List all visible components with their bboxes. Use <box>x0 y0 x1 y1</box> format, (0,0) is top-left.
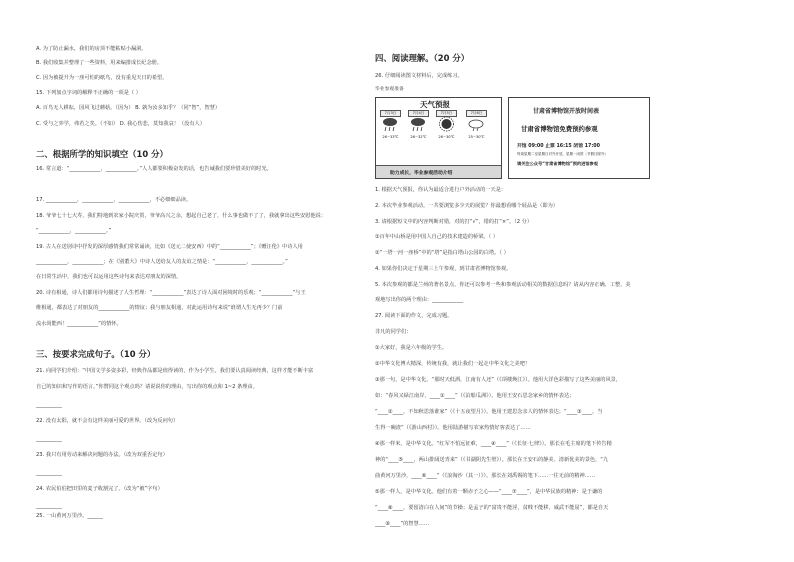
weather-day <box>466 110 487 141</box>
weather-poster <box>375 97 502 179</box>
question-line: 25. 一山黄河万里沙。______ <box>36 513 103 519</box>
sun-icon <box>436 116 457 132</box>
option-line: A. 为了防止漏水，我们的房顶不能粘贴小漏洞。 <box>36 46 147 52</box>
question-line: “____________，____________。” <box>36 228 112 234</box>
weather-footer: 助力成长，毕业参观活动介绍 <box>390 171 453 176</box>
question-line: 3. 请根据短文中的内容判断对错，对的打“√”，错的打“×”。（2 分） <box>375 219 533 225</box>
passage-line: 生得一碗渣”（《游山西村》）。他用陆游描写农家热情好客表达了…… <box>375 425 531 431</box>
passage-line: 神的“____⑤____，两山排闼送青来”（《书湖阴先生壁》）。那长在王安石的静美、清新优美的景色，“九 <box>375 457 609 463</box>
question-line: 1. 根据天气预报，你认为最适合进行户外活动的一天是： <box>375 187 507 193</box>
weather-title: 天气预报 <box>420 100 450 109</box>
weather-date: 7月3日 <box>380 110 401 117</box>
question-line: 15. 下列加点字词的解释不正确的一项是（ ） <box>36 90 141 96</box>
option-line: C. 因为被提升为一座可怕的纸鸟，没有重见天日的希望。 <box>36 75 168 81</box>
passage-line: ⑤那一样人，是中华文化。他们有着一颗赤子之心——“____⑦____”，是中华民族的精神：是于谦的 <box>375 489 603 495</box>
question-line: 自己的知识和写作的语言。”你赞同这个观点吗？请说说你的理由，写出你的观点和 1~2 条理由。 <box>36 384 258 390</box>
passage-line: ____⑨____”的智慧…… <box>375 521 430 527</box>
weather-day <box>380 110 401 141</box>
question-line: 流水尚能西！____________”的情怀。 <box>36 321 122 327</box>
weather-date: 7月5日 <box>436 110 457 117</box>
answer-line: __________ <box>36 436 62 442</box>
museum-hours: 开馆 09:00 止票 16:15 闭馆 17:00 <box>517 144 600 149</box>
section-4-title: 四、阅读理解。（20 分） <box>375 53 470 63</box>
question-line: ①百年中山桥是用中国人自己的技术建造的桥梁。（ ） <box>375 234 499 240</box>
section-3-title: 三、按要求完成句子。（10 分） <box>36 349 156 359</box>
question-line: 5. 本次参观的都是兰州的著名景点，你还可以参考一些和参观活动相关的数据信息吗？请从内容正确、工整、美 <box>375 282 631 288</box>
option-line: A. 百鸟无人耕耘，园风飞过蘑菇。（因为） B. 孰为汝多知乎？（同“智”，智慧） <box>36 105 221 111</box>
cloudy-icon <box>466 116 487 132</box>
question-line: 24. 农民伯伯把田里的麦子收割完了。（改为“被”字句） <box>36 486 163 492</box>
passage-line: ③那一句，是中华文化。“那时天低酒，江南有人还”（《项楼焕江》）。他用大洋色彩描写了这些美丽的风景， <box>375 377 622 383</box>
question-line: 22. 没有太阳，就不会有这样美丽可爱的世界。（改为反问句） <box>36 418 179 424</box>
passage-line: “____②____，不知秋思落谁家”（《十五夜望月》）。他用王建思念亲人的情怀表达；“____③____，当 <box>375 409 603 415</box>
option-line: C. 受与之弈学，弗若之矣。（不如） D. 我心伤悲，莫知我哀！（没有人） <box>36 121 205 127</box>
museum-subtitle: 甘肃省博物馆免费预约参观 <box>521 125 598 133</box>
museum-title: 甘肃省博物馆开放时间表 <box>533 108 600 115</box>
question-line: ②“一塔一河一座桥”中的“塔”是指白塔山公园的白塔。（ ） <box>375 250 509 256</box>
question-line: 在日常生活中，我们也可以运用这些诗句来表达对朋友的深情。 <box>36 274 182 280</box>
question-line: 维相通，都表达了对朋友的____________的情谊；我与朋友相通，对此运用诗句来说“谁谓人生无再少？门前 <box>36 305 283 311</box>
weather-footer-bar <box>376 165 501 178</box>
rain-cloud-icon <box>408 116 429 132</box>
question-line: ____________，____________；在《别董大》中诗人送给友人的友谊之情是：“____________，____________。” <box>36 259 288 265</box>
weather-date: 7月6日 <box>466 110 487 117</box>
question-line: 4. 如果你们决定于星期三上午参观，到甘肃省博物馆参观。 <box>375 266 512 272</box>
passage-line: ④那一样米，是中华文化。“红军不怕远征难，____④____”（《长征·七律》）。那长在毛主席的笔下传告精 <box>375 441 612 447</box>
museum-note: 每周星期二至星期日对外开放，星期一闭馆（节假日除外） <box>517 152 608 156</box>
question-line: 18. 爷爷七十七大寿，我们特地到农家小院庆贺，爷爷高兴之余，想起自己老了，什么事也做不了了，我就拿出这些安慰他说： <box>36 213 327 219</box>
question-line: 27. 阅读下面的作文，完成习题。 <box>375 313 453 319</box>
question-line: 23. 我只有用劳动来解决问题的办法。（改为双重否定句） <box>36 452 168 458</box>
weather-day <box>436 110 457 141</box>
museum-poster <box>508 97 650 179</box>
small-label: 毕业参观准备 <box>375 87 404 92</box>
passage-line: ①大家好，我是六年级的学生。 <box>375 345 448 351</box>
museum-tip: 请关注公众号“甘肃省博物馆”预约进馆参观 <box>517 161 598 166</box>
answer-line: __________ <box>36 503 62 509</box>
weather-temp: 26~33℃ <box>382 135 399 139</box>
question-line: 17. ____________，____________，____________，不必细细品读。 <box>36 197 192 203</box>
question-line: 26. 仔细阅读图文材料后，完成练习。 <box>375 73 463 79</box>
option-line: B. 我们收集并整理了一些资料，用来编排成长纪念册。 <box>36 60 163 66</box>
rain-cloud-icon <box>380 116 401 132</box>
passage-line: “____⑧____，要留清白在人间”的节操；是孟子的“富贵不能淫，贫贱不能移，威武不能屈”，都是自天 <box>375 505 609 511</box>
passage-line: 如：“春风又绿江南岸，____①____”（《泊船瓜洲》）。他用王安石思念家乡的情怀表达； <box>375 393 575 399</box>
question-line: 20. 诗有相通，诗人们都用诗句描述了人生哲理：“____________”表达了诗人面对困境时的乐观；“____________”与王 <box>36 290 306 296</box>
question-line: 2. 本次毕业参观活动，一共要浏览多少天的展览？你最想看哪个展品是（即为） <box>375 203 558 209</box>
question-line: 19. 古人在送别诗中抒发的深厚感情我们常常诵读，比如《送元二使安西》中的“____________”；《赠汪伦》中诗人用 <box>36 244 303 250</box>
weather-temp: 26~30℃ <box>438 135 455 139</box>
weather-temp: 26~32℃ <box>410 135 427 139</box>
weather-temp: 25~30℃ <box>468 135 485 139</box>
question-line: 观地写出你的两个理由：____________ <box>375 297 464 303</box>
weather-date: 7月4日 <box>408 110 429 117</box>
passage-line: ②中华文化博大精深，传统有我，就让我们一起走中华文化之美吧！ <box>375 361 531 367</box>
question-line: 16. 常言道：“____________，____________。”人人都要积极奋发的话，也告诫我们要珍惜美好的时光。 <box>36 166 272 172</box>
section-2-title: 二、根据所学的知识填空（10 分） <box>36 149 168 159</box>
passage-line: 曲黄河万里沙，____⑥____”（《浪淘沙（其一）》）。那长在刘禹锡的笔下……一往无前的精神…… <box>375 473 596 479</box>
answer-line: __________ <box>36 470 62 476</box>
question-line: 21. 向同学们介绍：“中国文学多姿多彩，经典作品都是值得读的，作为小学生，我们要认真阅读经典，这样才能不断丰富 <box>36 368 314 374</box>
answer-line: __________ <box>36 402 62 408</box>
passage-line: 非凡的同学们： <box>375 329 412 335</box>
weather-day <box>408 110 429 141</box>
